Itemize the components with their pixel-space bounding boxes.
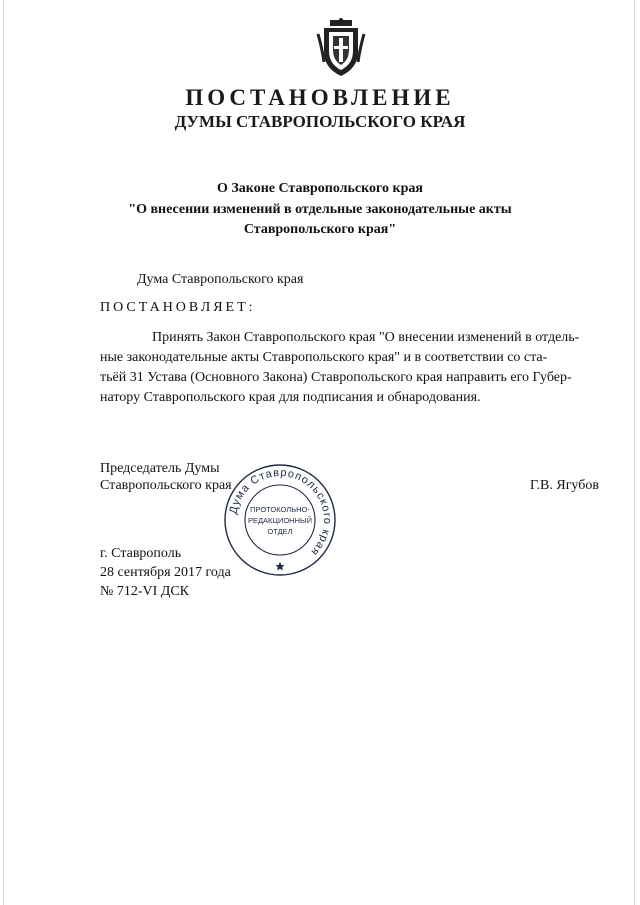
stamp-ring-text: Дума Ставропольского края — [227, 466, 334, 559]
coat-of-arms-emblem — [316, 18, 366, 78]
document-title: ПОСТАНОВЛЕНИЕ — [185, 85, 455, 110]
stamp-center-line-2: РЕДАКЦИОННЫЙ — [247, 516, 313, 525]
decree-word: ПОСТАНОВЛЯЕТ: — [100, 300, 256, 315]
subject-line-2: "О внесении изменений в отдельные законодательные акты — [128, 202, 512, 217]
intro-text: Дума Ставропольского края — [137, 272, 304, 287]
paragraph-line: ные законодательные акты Ставропольского края" и в соответствии со ста- — [100, 350, 548, 365]
document-number: № 712-VI ДСК — [100, 584, 190, 599]
date: 28 сентября 2017 года — [100, 565, 231, 580]
scan-edge-left — [3, 0, 4, 905]
subject-line-1: О Законе Ставропольского края — [217, 181, 423, 196]
subject-line-3: Ставропольского края" — [243, 222, 397, 237]
stamp-center-line-3: ОТДЕЛ — [267, 527, 293, 536]
paragraph-line: натору Ставропольского края для подписания и обнародования. — [100, 390, 481, 405]
document-subtitle: ДУМЫ СТАВРОПОЛЬСКОГО КРАЯ — [174, 112, 466, 131]
signatory-name: Г.В. Ягубов — [530, 478, 599, 493]
stamp-star-icon — [276, 562, 285, 570]
signatory-position-line-2: Ставропольского края — [100, 478, 232, 493]
decree-paragraph — [100, 328, 610, 408]
official-stamp — [220, 462, 340, 578]
place: г. Ставрополь — [100, 546, 182, 561]
stamp-center-line-1: ПРОТОКОЛЬНО- — [250, 505, 310, 514]
paragraph-line: тьёй 31 Устава (Основного Закона) Ставропольского края направить его Губер- — [100, 370, 572, 385]
scan-edge-right — [634, 0, 635, 905]
signatory-position-line-1: Председатель Думы — [100, 461, 220, 476]
paragraph-line: Принять Закон Ставропольского края "О внесении изменений в отдель- — [152, 330, 580, 345]
